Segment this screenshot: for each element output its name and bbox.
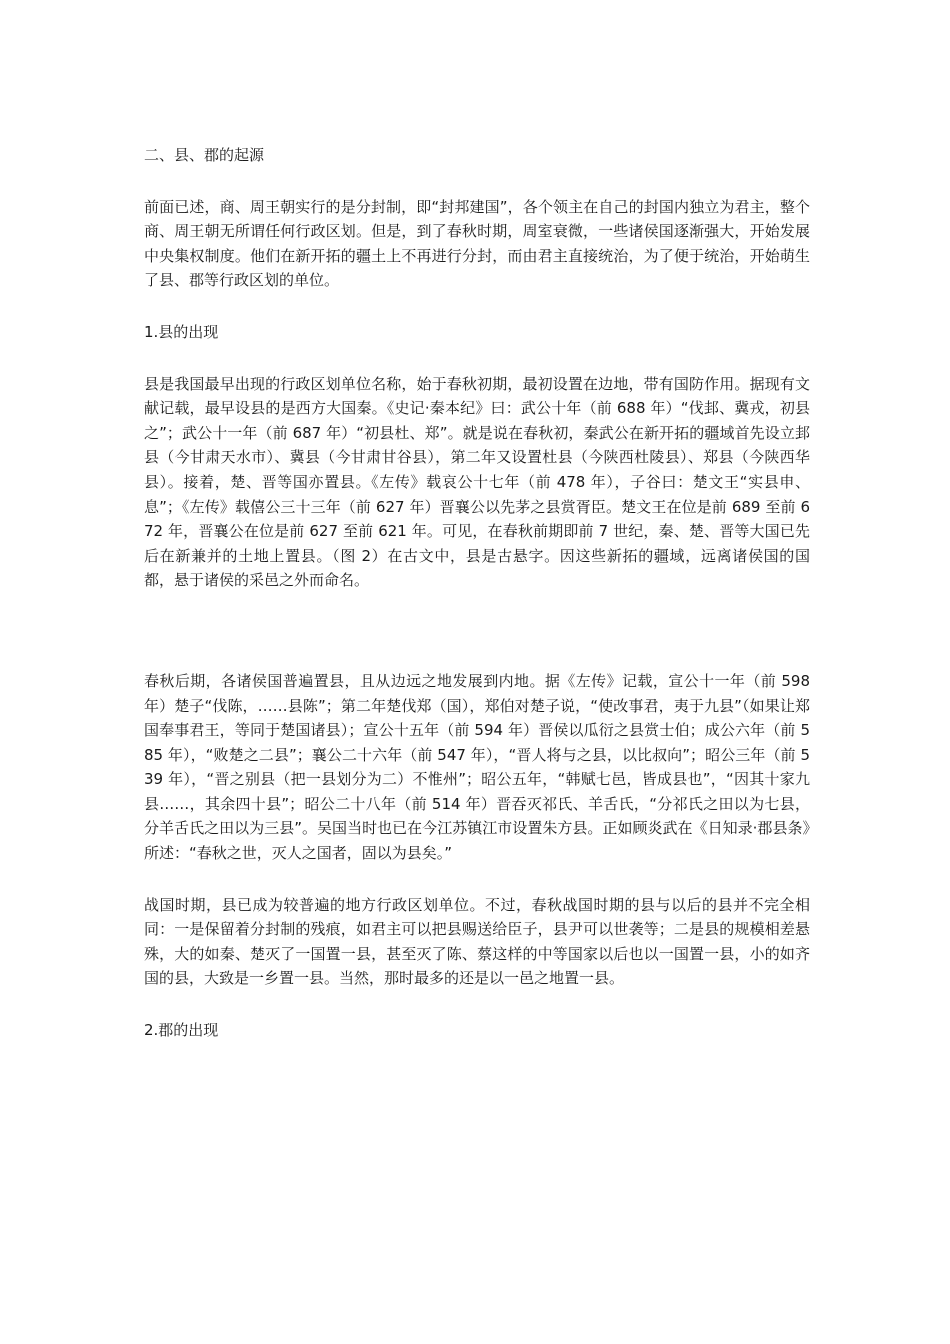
intro-paragraph: 前面已述，商、周王朝实行的是分封制，即“封邦建国”，各个领主在自己的封国内独立为君主，整个商、周王朝无所谓任何行政区划。但是，到了春秋时期，周室衰微，一些诸侯国逐渐强大，开始发展中央集权制度。他们在新开拓的疆土上不再进行分封，而由君主直接统治，为了便于统治，开始萌生了县、郡等行政区划的单位。 (144, 197, 810, 290)
subsection-title-county: 1.县的出现 (144, 322, 219, 341)
document-page (144, 143, 810, 1043)
spacer (144, 991, 810, 1018)
county-paragraph-2: 春秋后期，各诸侯国普遍置县，且从边远之地发展到内地。据《左传》记载，宣公十一年（前 598 年）楚子“伐陈，……县陈”；第二年楚伐郑（国），郑伯对楚子说，“使改事君，夷于九县”（如果让郑国奉事君王，等同于楚国诸县）；宣公十五年（前 594 年）晋侯以瓜衍之县赏士伯；成公六年（前 585 年），“败楚之二县”；襄公二十六年（前 547 年），“晋人将与之县，以比叔向”；昭公三年（前 539 年），“晋之别县（把一县划分为二）不惟州”；昭公五年，“韩赋七邑，皆成县也”，“因其十家九县……，其余四十县”；昭公二十八年（前 514 年）晋吞灭祁氏、羊舌氏，“分祁氏之田以为七县，分羊舌氏之田以为三县”。吴国当时也已在今江苏镇江市设置朱方县。正如顾炎武在《日知录·郡县条》所述：“春秋之世，灭人之国者，固以为县矣。” (144, 671, 810, 863)
spacer (144, 593, 810, 669)
county-paragraph-3: 战国时期，县已成为较普遍的地方行政区划单位。不过，春秋战国时期的县与以后的县并不完全相同：一是保留着分封制的残痕，如君主可以把县赐送给臣子，县尹可以世袭等；二是县的规模相差悬殊，大的如秦、楚灭了一国置一县，甚至灭了陈、蔡这样的中等国家以后也以一国置一县，小的如齐国的县，大致是一乡置一县。当然，那时最多的还是以一邑之地置一县。 (144, 895, 810, 988)
section-title: 二、县、郡的起源 (144, 146, 265, 164)
spacer (144, 168, 810, 195)
subsection-title-commandery: 2.郡的出现 (144, 1021, 219, 1040)
spacer (144, 293, 810, 320)
spacer (144, 345, 810, 372)
spacer (144, 866, 810, 893)
county-paragraph-1: 县是我国最早出现的行政区划单位名称，始于春秋初期，最初设置在边地，带有国防作用。据现有文献记载，最早设县的是西方大国秦。《史记·秦本纪》曰：武公十年（前 688 年）“伐邽、冀戎，初县之”；武公十一年（前 687 年）“初县杜、郑”。就是说在春秋初，秦武公在新开拓的疆域首先设立邽县（今甘肃天水市）、冀县（今甘肃甘谷县），第二年又设置杜县（今陕西杜陵县）、郑县（今陕西华县）。接着，楚、晋等国亦置县。《左传》载哀公十七年（前 478 年），子谷曰：楚文王“实县申、息”；《左传》载僖公三十三年（前 627 年）晋襄公以先茅之县赏胥臣。楚文王在位是前 689 至前 672 年，晋襄公在位是前 627 至前 621 年。可见，在春秋前期即前 7 世纪，秦、楚、晋等大国已先后在新兼并的土地上置县。（图 2）在古文中，县是古悬字。因这些新拓的疆域，远离诸侯国的国都，悬于诸侯的采邑之外而命名。 (144, 374, 810, 590)
